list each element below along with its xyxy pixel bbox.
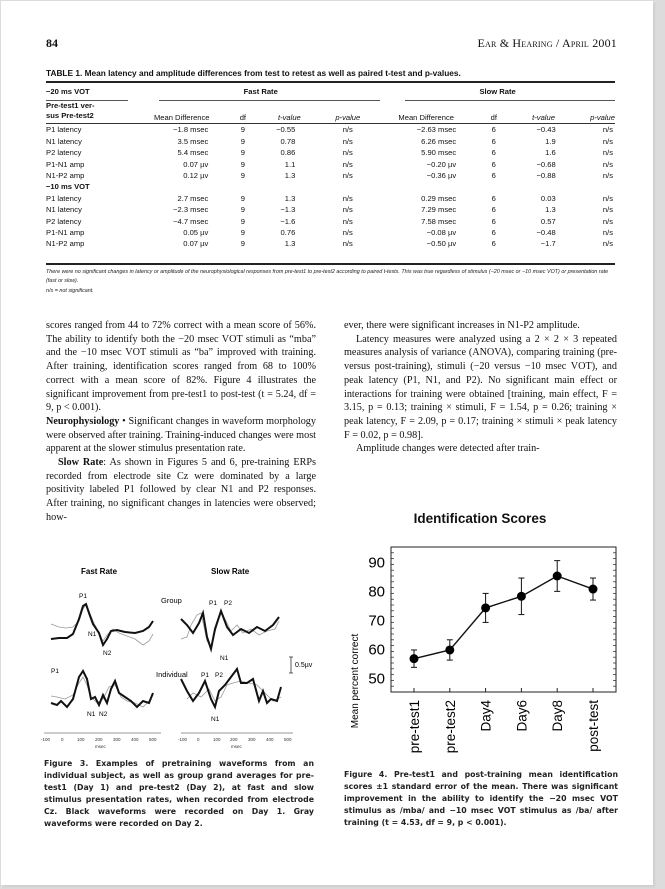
subheading-slow-rate: Slow Rate <box>58 457 104 469</box>
data-point <box>445 645 454 654</box>
cell-t-slow: −0.43 <box>536 125 556 135</box>
table-body-20ms <box>46 124 615 182</box>
data-point <box>589 585 598 594</box>
cell-p-fast: n/s <box>342 193 353 203</box>
cell-p-fast: n/s <box>342 136 353 146</box>
x-tick-label: post-test <box>586 700 601 752</box>
cell-t-slow: −1.7 <box>540 239 556 249</box>
col-df-fast: df <box>239 113 247 122</box>
cell-p-fast: n/s <box>342 216 353 226</box>
cell-p-fast: n/s <box>342 125 353 135</box>
svg-text:N1: N1 <box>87 711 96 718</box>
cell-t-slow: 1.6 <box>545 148 556 158</box>
cell-p-slow: n/s <box>602 228 613 238</box>
cell-p-fast: n/s <box>342 171 353 181</box>
col-t-slow: t-value <box>532 113 555 122</box>
cell-df-fast: 9 <box>240 125 245 135</box>
cell-mean-diff-slow: −0.36 µv <box>426 171 457 181</box>
svg-text:P1: P1 <box>201 672 209 679</box>
cell-t-fast: −1.6 <box>280 216 296 226</box>
cell-df-slow: 6 <box>491 216 496 226</box>
cell-t-fast: 1.1 <box>284 159 296 169</box>
svg-text:P1: P1 <box>51 668 59 675</box>
cell-t-slow: 1.9 <box>545 136 556 146</box>
figure-3-waveforms <box>31 561 331 751</box>
cell-mean-diff-slow: 0.29 msec <box>421 193 457 203</box>
page-number: 84 <box>46 36 58 50</box>
table-column-header-row <box>46 101 615 124</box>
y-axis-ticks <box>368 547 616 692</box>
cell-df-slow: 6 <box>491 159 496 169</box>
cell-df-slow: 6 <box>491 228 496 238</box>
y-axis-label: Mean percent correct <box>350 633 361 729</box>
cell-mean-diff-slow: 6.26 msec <box>421 136 457 146</box>
svg-text:N1: N1 <box>220 655 229 662</box>
cell-t-fast: 1.3 <box>284 239 296 249</box>
figure-4-caption: Figure 4. Pre-test1 and post-training mean identification scores ±1 standard error of the mean. There was significant improvement in the ability to identify the −20 msec VOT stimulus as /mba/ and −10 msec VOT stimulus as /ba/ after training (t = 4.53, df = 9, p < 0.001). <box>344 770 618 827</box>
cell-mean-diff-slow: 7.58 msec <box>421 216 457 226</box>
cell-df-slow: 6 <box>491 171 496 181</box>
cell-mean-diff-fast: 0.07 µv <box>183 159 209 169</box>
journal-page <box>1 1 653 885</box>
cell-measure: N1 latency <box>46 205 82 215</box>
x-tick-label: Day8 <box>550 700 566 732</box>
cell-mean-diff-slow: −0.50 µv <box>426 239 457 249</box>
cell-df-fast: 9 <box>240 159 245 169</box>
y-tick-label: 50 <box>368 670 385 688</box>
cell-p-fast: n/s <box>342 159 353 169</box>
x-axis-ticks <box>407 688 601 753</box>
svg-text:N2: N2 <box>103 650 112 657</box>
table-top-rule <box>46 81 615 83</box>
cell-df-fast: 9 <box>240 148 245 158</box>
chart-title: Identification Scores <box>413 511 547 526</box>
table-abbreviation: n/s = not significant. <box>46 287 94 294</box>
paragraph: Amplitude changes were detected after train- <box>356 443 540 455</box>
cell-df-slow: 6 <box>491 125 496 135</box>
paragraph: Latency measures were analyzed using a 2 × 2 × 3 repeated measures analysis of variance (ANOVA), comparing training (pre- versus post-training), stimuli (−20 versus −10 msec VOT), and peak latency (P1, N1, and P2). No significant main effect or interactions for training were obtained [training, main effect, F = 3.15, p = 0.13; training × stimuli, F = 1.54, p = 0.26; training × peak latency, F = 2.09, p = 0.17; training × stimuli × peak latency F = 0.02, p = 0.98]. <box>344 333 617 441</box>
cell-p-slow: n/s <box>602 148 613 158</box>
group-header-fast: Fast Rate <box>141 85 380 101</box>
x-axis-fast <box>41 733 161 749</box>
y-tick-label: 70 <box>368 612 385 630</box>
paragraph: scores ranged from 44 to 72% correct with a mean score of 56%. The ability to identify both the −20 msec VOT stimuli as “mba” and the −10 msec VOT stimuli as “ba” improved with training. After training, identification scores ranged from 68 to 100% correct with a mean score of 82%. Figure 4 illustrates the significant improvement from pre-test1 to post-test (t = 5.24, df = 9, p < 0.001). <box>46 320 316 414</box>
cell-t-fast: 0.78 <box>280 136 296 146</box>
svg-text:500: 500 <box>149 737 157 742</box>
cell-t-fast: 0.76 <box>280 228 296 238</box>
cell-mean-diff-fast: 5.4 msec <box>177 148 209 158</box>
table-row <box>46 136 615 147</box>
table-body-10ms <box>46 193 615 250</box>
table-note: There were no significant changes in latency or amplitude of the neurophysiological responses from pre-test1 to pre-test2 according to paired t-tests. This was true regardless of stimulus (−20 msec or −10 msec VOT) or presentation rate (fast or slow). <box>46 269 609 285</box>
figure-4-chart <box>341 541 631 761</box>
table-row <box>46 193 615 204</box>
svg-text:P1: P1 <box>209 600 217 607</box>
svg-text:200: 200 <box>230 737 238 742</box>
left-column-text <box>46 319 316 525</box>
table-row <box>46 204 615 215</box>
plot-frame <box>391 547 616 692</box>
cell-t-fast: 1.3 <box>284 171 296 181</box>
col-mean-diff-slow: Mean Difference <box>398 113 454 122</box>
cell-df-fast: 9 <box>240 193 245 203</box>
svg-text:N1: N1 <box>88 631 97 638</box>
svg-text:N1: N1 <box>211 716 220 723</box>
cell-p-fast: n/s <box>342 239 353 249</box>
cell-t-slow: 0.57 <box>540 216 556 226</box>
cell-measure: P1-N1 amp <box>46 228 85 238</box>
cell-df-fast: 9 <box>240 171 245 181</box>
data-point <box>517 592 526 601</box>
cell-mean-diff-slow: 5.90 msec <box>421 148 457 158</box>
label-individual: Individual <box>156 670 188 679</box>
y-tick-label: 60 <box>368 641 385 659</box>
svg-text:0.5µv: 0.5µv <box>295 662 313 669</box>
data-series <box>410 561 598 668</box>
col-mean-diff-fast: Mean Difference <box>153 113 210 122</box>
table-row <box>46 147 615 158</box>
cell-mean-diff-fast: −4.7 msec <box>173 216 209 226</box>
cell-df-slow: 6 <box>491 239 496 249</box>
svg-text:0: 0 <box>61 737 64 742</box>
cell-mean-diff-fast: 3.5 msec <box>177 136 209 146</box>
comparison-header: Pre-test1 ver- sus Pre-test2 <box>46 101 95 121</box>
data-point <box>481 603 490 612</box>
paragraph: Slow Rate: As shown in Figures 5 and 6, pre-training ERPs recorded from electrode site Cz were dominated by a large positivity labeled P1 followed by clear N1 and P2 responses. After training, no significant changes in latencies were observed; how- <box>46 457 317 523</box>
table-row <box>46 227 615 238</box>
cell-df-fast: 9 <box>240 239 245 249</box>
cell-p-fast: n/s <box>342 228 353 238</box>
svg-text:400: 400 <box>131 737 139 742</box>
cell-mean-diff-slow: −2.63 msec <box>416 125 457 135</box>
cell-measure: P1-N1 amp <box>46 159 85 169</box>
x-tick-label: pre-test1 <box>407 700 422 754</box>
table-row <box>46 124 615 136</box>
col-t-fast: t-value <box>277 113 301 122</box>
svg-text:300: 300 <box>113 737 121 742</box>
group-header-slow: Slow Rate <box>380 85 615 101</box>
cell-p-slow: n/s <box>602 125 613 135</box>
svg-text:300: 300 <box>248 737 256 742</box>
svg-text:msec: msec <box>231 744 242 749</box>
cell-t-fast: −1.3 <box>280 205 296 215</box>
col-p-fast: p-value <box>335 113 361 122</box>
cell-mean-diff-fast: −2.3 msec <box>173 205 209 215</box>
section-20ms-header: −20 ms VOT <box>46 85 141 101</box>
cell-t-slow: −0.48 <box>536 228 556 238</box>
cell-t-fast: −0.55 <box>276 125 296 135</box>
svg-text:400: 400 <box>266 737 274 742</box>
table-row <box>46 170 615 181</box>
cell-t-fast: 1.3 <box>284 193 296 203</box>
cell-df-slow: 6 <box>491 205 496 215</box>
journal-running-head: Ear & Hearing / April 2001 <box>477 36 617 50</box>
cell-t-slow: 1.3 <box>545 205 556 215</box>
waveform-individual-fast <box>51 668 153 718</box>
cell-mean-diff-slow: −0.08 µv <box>426 228 457 238</box>
svg-text:100: 100 <box>77 737 85 742</box>
data-point <box>553 572 562 581</box>
figure-3-caption: Figure 3. Examples of pretraining waveforms from an individual subject, as well as group grand averages for pre-test1 (Day 1) and pre-test2 (Day 2), at fast and slow stimulus presentation rates, when recorded from electrode Cz. Black waveforms were recorded on Day 1. Gray waveforms were recorded on Day 2. <box>44 759 314 828</box>
cell-p-slow: n/s <box>602 239 613 249</box>
table-group-header-row <box>46 85 615 101</box>
svg-text:P2: P2 <box>215 672 223 679</box>
section-heading-neurophysiology: Neurophysiology <box>46 415 120 427</box>
table-row <box>46 216 615 227</box>
y-tick-label: 80 <box>368 583 385 601</box>
label-group: Group <box>161 596 182 605</box>
cell-mean-diff-slow: 7.29 msec <box>421 205 457 215</box>
cell-mean-diff-fast: 0.12 µv <box>183 171 209 181</box>
svg-text:msec: msec <box>95 744 106 749</box>
x-tick-label: Day4 <box>478 700 494 732</box>
cell-df-fast: 9 <box>240 228 245 238</box>
x-axis-slow <box>178 733 293 749</box>
paragraph: ever, there were significant increases in N1-P2 amplitude. <box>344 320 580 331</box>
cell-p-fast: n/s <box>342 205 353 215</box>
cell-p-slow: n/s <box>602 216 613 226</box>
cell-t-slow: −0.88 <box>536 171 556 181</box>
cell-mean-diff-slow: −0.20 µv <box>426 159 457 169</box>
label-fast-rate: Fast Rate <box>81 567 118 576</box>
data-point <box>410 654 419 663</box>
cell-measure: N1-P2 amp <box>46 239 85 249</box>
table-row <box>46 159 615 170</box>
y-tick-label: 90 <box>368 554 385 572</box>
cell-mean-diff-fast: 0.07 µv <box>183 239 209 249</box>
waveform-individual-slow <box>181 669 281 723</box>
cell-df-fast: 9 <box>240 216 245 226</box>
cell-mean-diff-fast: 2.7 msec <box>177 193 209 203</box>
cell-t-slow: 0.03 <box>540 193 556 203</box>
paragraph: Neurophysiology • Significant changes in waveform morphology were observed after training. Training-induced changes were most apparent at the slower stimulus presentation rate. <box>46 415 316 455</box>
cell-p-fast: n/s <box>342 148 353 158</box>
cell-p-slow: n/s <box>602 171 613 181</box>
amplitude-scale-bar <box>289 657 313 673</box>
svg-text:500: 500 <box>284 737 292 742</box>
table-bottom-rule <box>46 263 615 265</box>
cell-measure: N1-P2 amp <box>46 171 85 181</box>
label-slow-rate: Slow Rate <box>211 567 250 576</box>
svg-text:200: 200 <box>95 737 103 742</box>
svg-text:N2: N2 <box>99 711 108 718</box>
right-column-text <box>344 319 617 456</box>
cell-measure: P2 latency <box>46 148 82 158</box>
svg-text:-100: -100 <box>41 737 51 742</box>
cell-df-slow: 6 <box>491 148 496 158</box>
x-tick-label: pre-test2 <box>442 700 458 754</box>
cell-df-slow: 6 <box>491 193 496 203</box>
cell-t-slow: −0.68 <box>536 159 556 169</box>
cell-df-fast: 9 <box>240 205 245 215</box>
section-10ms-header: −10 ms VOT <box>46 182 90 192</box>
cell-p-slow: n/s <box>602 205 613 215</box>
cell-p-slow: n/s <box>602 159 613 169</box>
cell-df-slow: 6 <box>491 136 496 146</box>
table-caption: TABLE 1. Mean latency and amplitude differences from test to retest as well as paired t-test and p-values. <box>46 68 461 78</box>
table-row <box>46 238 615 249</box>
cell-measure: P1 latency <box>46 193 82 203</box>
waveform-group-fast <box>51 593 153 657</box>
cell-t-fast: 0.86 <box>280 148 296 158</box>
svg-text:-100: -100 <box>178 737 188 742</box>
svg-text:P2: P2 <box>224 600 232 607</box>
section-10ms-row <box>46 181 615 192</box>
cell-measure: P2 latency <box>46 216 82 226</box>
svg-text:100: 100 <box>213 737 221 742</box>
svg-text:0: 0 <box>197 737 200 742</box>
cell-measure: P1 latency <box>46 125 82 135</box>
table-footnote <box>46 268 618 296</box>
cell-mean-diff-fast: 0.05 µv <box>183 228 209 238</box>
col-p-slow: p-value <box>590 113 615 122</box>
col-df-slow: df <box>490 113 497 122</box>
cell-mean-diff-fast: −1.8 msec <box>173 125 209 135</box>
cell-p-slow: n/s <box>602 136 613 146</box>
cell-measure: N1 latency <box>46 136 82 146</box>
waveform-group-slow <box>181 600 279 662</box>
table-1 <box>46 85 615 250</box>
cell-df-fast: 9 <box>240 136 245 146</box>
x-tick-label: Day6 <box>514 700 530 732</box>
svg-text:P1: P1 <box>79 593 87 600</box>
cell-p-slow: n/s <box>602 193 613 203</box>
